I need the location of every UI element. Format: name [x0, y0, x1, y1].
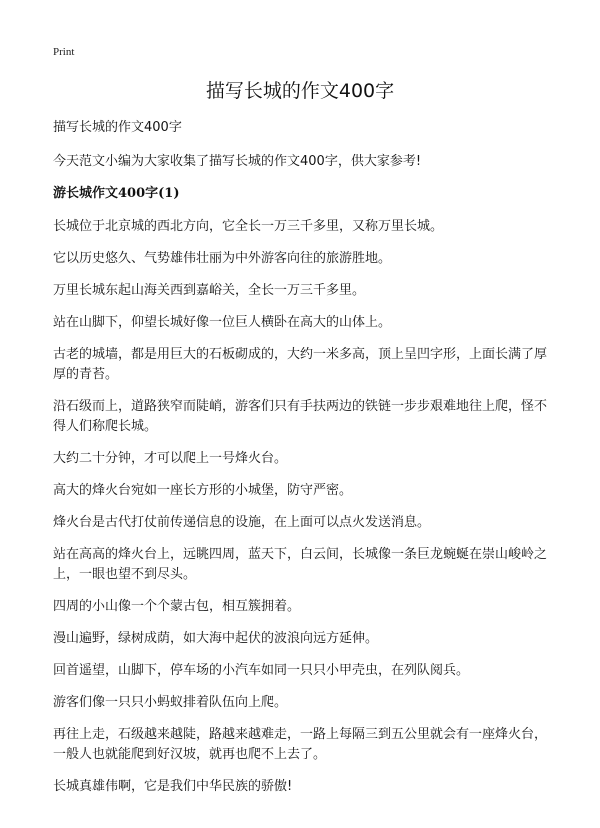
print-label[interactable]: Print [53, 46, 75, 58]
paragraph-14: 游客们像一只只小蚂蚁排着队伍向上爬。 [53, 695, 288, 710]
paragraph-10: 站在高高的烽火台上，远眺四周，蓝天下，白云间，长城像一条巨龙蜿蜒在崇山峻岭之上，一眼也望不到尽头。 [53, 547, 548, 582]
document-subtitle: 描写长城的作文400字 [53, 120, 182, 135]
intro-paragraph: 今天范文小编为大家收集了描写长城的作文400字，供大家参考! [53, 154, 422, 169]
document-title: 描写长城的作文400字 [205, 80, 395, 102]
paragraph-11: 四周的小山像一个个蒙古包，相互簇拥着。 [53, 599, 301, 614]
paragraph-9: 烽火台是古代打仗前传递信息的设施，在上面可以点火发送消息。 [53, 515, 431, 530]
paragraph-16: 长城真雄伟啊，它是我们中华民族的骄傲! [53, 779, 293, 794]
paragraph-2: 它以历史悠久、气势雄伟壮丽为中外游客向往的旅游胜地。 [53, 251, 392, 266]
section-heading: 游长城作文400字(1) [53, 186, 180, 201]
paragraph-3: 万里长城东起山海关西到嘉峪关，全长一万三千多里。 [53, 283, 366, 298]
paragraph-5: 古老的城墙，都是用巨大的石板砌成的，大约一米多高，顶上呈凹字形，上面长满了厚厚的青苔。 [53, 347, 548, 382]
paragraph-1: 长城位于北京城的西北方向，它全长一万三千多里，又称万里长城。 [53, 219, 444, 234]
paragraph-7: 大约二十分钟，才可以爬上一号烽火台。 [53, 451, 288, 466]
paragraph-13: 回首遥望，山脚下，停车场的小汽车如同一只只小甲壳虫，在列队阅兵。 [53, 663, 470, 678]
paragraph-6: 沿石级而上，道路狭窄而陡峭，游客们只有手扶两边的铁链一步步艰难地往上爬，怪不得人们称爬长城。 [53, 399, 548, 434]
paragraph-12: 漫山遍野，绿树成荫，如大海中起伏的波浪向远方延伸。 [53, 631, 379, 646]
document-body [53, 118, 549, 809]
paragraph-4: 站在山脚下，仰望长城好像一位巨人横卧在高大的山体上。 [53, 315, 392, 330]
paragraph-15: 再往上走，石级越来越陡，路越来越难走，一路上每隔三到五公里就会有一座烽火台，一般人也就能爬到好汉坡，就再也爬不上去了。 [53, 727, 548, 762]
paragraph-8: 高大的烽火台宛如一座长方形的小城堡，防守严密。 [53, 483, 353, 498]
